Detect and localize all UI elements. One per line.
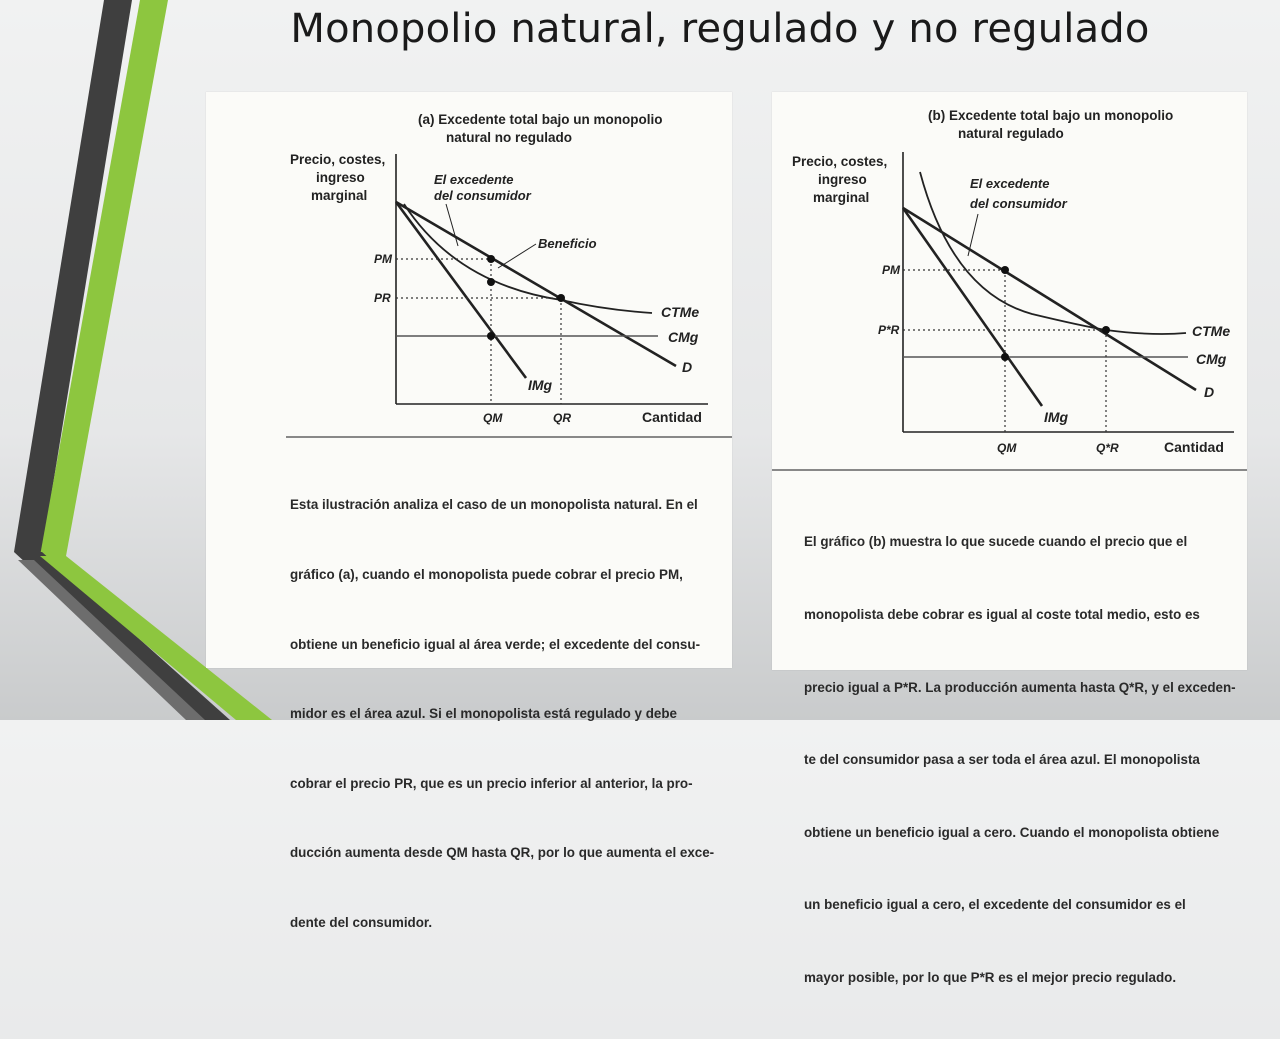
caption-b-line: mayor posible, por lo que P*R es el mejor precio regulado. bbox=[804, 970, 1177, 986]
ylabel-a-line3: marginal bbox=[311, 188, 368, 203]
caption-a-line: gráfico (a), cuando el monopolista puede cobrar el precio PM, bbox=[290, 567, 683, 583]
ylabel-b-line2: ingreso bbox=[818, 172, 867, 187]
tick-qm-a: QM bbox=[483, 411, 503, 425]
heading-b-line1: (b) Excedente total bajo un monopolio bbox=[928, 108, 1174, 123]
point-atc-a bbox=[487, 278, 495, 286]
point-pm-b bbox=[1001, 266, 1009, 274]
label-d-a: D bbox=[682, 359, 693, 375]
caption-a bbox=[290, 447, 714, 981]
caption-b-line: precio igual a P*R. La producción aumenta hasta Q*R, y el exceden- bbox=[804, 679, 1236, 695]
label-ctme-b: CTMe bbox=[1192, 323, 1231, 339]
point-pm-a bbox=[487, 255, 495, 263]
label-d-b: D bbox=[1204, 384, 1215, 400]
tick-pm-b: PM bbox=[882, 263, 900, 277]
pointer-surplus-b bbox=[968, 214, 978, 256]
point-mc-a bbox=[487, 332, 495, 340]
xlabel-b: Cantidad bbox=[1164, 439, 1224, 455]
caption-a-line: ducción aumenta desde QM hasta QR, por lo que aumenta el exce- bbox=[290, 845, 715, 861]
caption-b-line: monopolista debe cobrar es igual al coste total medio, esto es bbox=[804, 607, 1200, 623]
graph-b bbox=[772, 92, 1247, 472]
heading-a-line1: (a) Excedente total bajo un monopolio bbox=[418, 112, 663, 127]
point-mc-b bbox=[1001, 353, 1009, 361]
tick-qr-b: Q*R bbox=[1096, 441, 1119, 455]
label-ctme-a: CTMe bbox=[661, 304, 700, 320]
heading-b-line2: natural regulado bbox=[958, 126, 1064, 141]
panel-b bbox=[772, 92, 1247, 986]
ylabel-b-line1: Precio, costes, bbox=[792, 154, 888, 169]
tick-qm-b: QM bbox=[997, 441, 1017, 455]
annotation-surplus-a-line1: El excedente bbox=[434, 172, 514, 187]
tick-qr-a: QR bbox=[553, 411, 571, 425]
point-pr-b bbox=[1102, 326, 1110, 334]
demand-curve-a bbox=[396, 202, 676, 366]
pointer-profit-a bbox=[498, 244, 536, 268]
caption-b bbox=[804, 482, 1236, 1039]
caption-a-line: obtiene un beneficio igual al área verde; el excedente del consu- bbox=[290, 636, 701, 652]
annotation-profit-a: Beneficio bbox=[538, 236, 597, 251]
xlabel-a: Cantidad bbox=[642, 409, 702, 425]
slide-title: Monopolio natural, regulado y no regulado bbox=[290, 6, 1150, 52]
tick-pr-b: P*R bbox=[878, 323, 900, 337]
caption-b-line: obtiene un beneficio igual a cero. Cuando el monopolista obtiene bbox=[804, 824, 1220, 840]
pointer-surplus-a bbox=[446, 204, 458, 246]
tick-pr-a: PR bbox=[374, 291, 391, 305]
caption-a-line: Esta ilustración analiza el caso de un monopolista natural. En el bbox=[290, 497, 698, 513]
heading-a-line2: natural no regulado bbox=[446, 130, 573, 145]
graph-a bbox=[206, 92, 732, 432]
label-cmg-a: CMg bbox=[668, 329, 699, 345]
label-img-a: IMg bbox=[528, 377, 553, 393]
caption-b-line: te del consumidor pasa a ser toda el área azul. El monopolista bbox=[804, 752, 1200, 768]
label-cmg-b: CMg bbox=[1196, 351, 1227, 367]
ylabel-b-line3: marginal bbox=[813, 190, 870, 205]
annotation-surplus-b-line2: del consumidor bbox=[970, 196, 1067, 211]
panel-a bbox=[206, 92, 732, 931]
caption-b-line: El gráfico (b) muestra lo que sucede cuando el precio que el bbox=[804, 534, 1188, 550]
ylabel-a-line2: ingreso bbox=[316, 170, 365, 185]
caption-a-line: dente del consumidor. bbox=[290, 915, 433, 931]
img-curve-a bbox=[396, 202, 526, 378]
tick-pm-a: PM bbox=[374, 252, 392, 266]
ylabel-a-line1: Precio, costes, bbox=[290, 152, 386, 167]
caption-b-line: un beneficio igual a cero, el excedente del consumidor es el bbox=[804, 897, 1186, 913]
caption-a-line: midor es el área azul. Si el monopolista está regulado y debe bbox=[290, 706, 677, 722]
point-pr-a bbox=[557, 294, 565, 302]
label-img-b: IMg bbox=[1044, 409, 1069, 425]
caption-a-line: cobrar el precio PR, que es un precio inferior al anterior, la pro- bbox=[290, 775, 693, 791]
demand-curve-b bbox=[903, 208, 1196, 390]
annotation-surplus-a-line2: del consumidor bbox=[434, 188, 531, 203]
annotation-surplus-b-line1: El excedente bbox=[970, 176, 1050, 191]
gray-diagonal-bar bbox=[18, 560, 205, 720]
